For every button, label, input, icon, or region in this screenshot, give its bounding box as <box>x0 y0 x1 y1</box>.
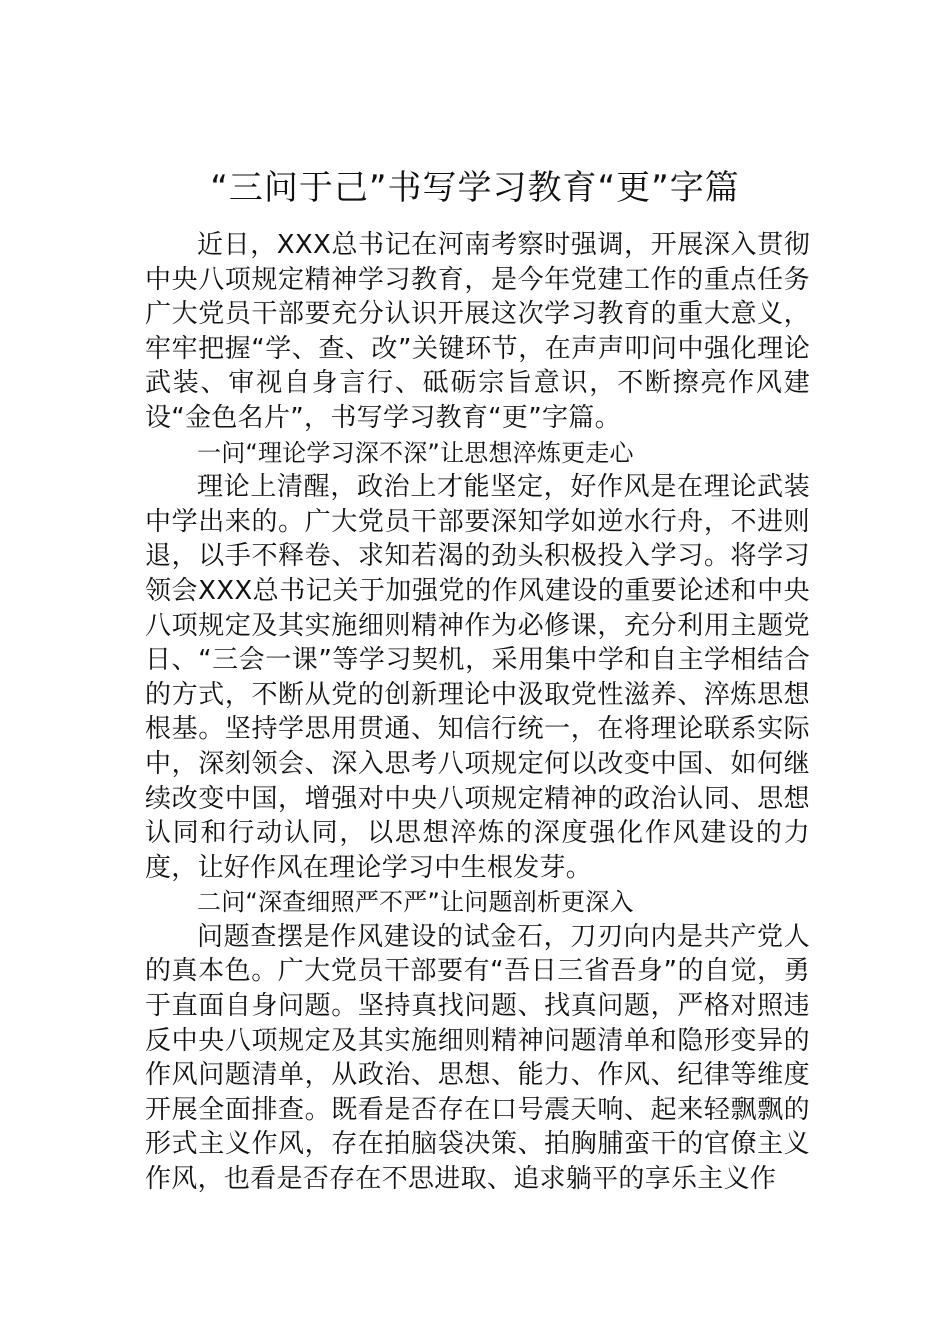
section-1-heading: 一问“理论学习深不深”让思想淬炼更走心 <box>197 438 634 467</box>
document-body <box>145 228 810 1197</box>
section-1-paragraph: 理论上清醒，政治上才能坚定，好作风是在理论武装中学出来的。广大党员干部要深知学如逆水行舟，不进则退，以手不释卷、求知若渴的劲头积极投入学习。将学习领会XXX总书记关于加强党的作风建设的重要论述和中央八项规定及其实施细则精神作为必修课，充分利用主题党日、“三会一课”等学习契机，采用集中学和自主学相结合的方式，不断从党的创新理论中汲取党性滋养、淬炼思想根基。坚持学思用贯通、知信行统一，在将理论联系实际中，深刻领会、深入思考八项规定何以改变中国、如何继续改变中国，增强对中央八项规定精神的政治认同、思想认同和行动认同，以思想淬炼的深度强化作风建设的力度，让好作风在理论学习中生根发芽。 <box>145 472 810 883</box>
section-2-paragraph: 问题查摆是作风建设的试金石，刀刃向内是共产党人的真本色。广大党员干部要有“吾日三省吾身”的自觉，勇于直面自身问题。坚持真找问题、找真问题，严格对照违反中央八项规定及其实施细则精神问题清单和隐形变异的作风问题清单，从政治、思想、能力、作风、纪律等维度开展全面排查。既看是否存在口号震天响、起来轻飘飘的形式主义作风，存在拍脑袋决策、拍胸脯蛮干的官僚主义作风，也看是否存在不思进取、追求躺平的享乐主义作 <box>145 921 810 1195</box>
section-2-heading: 二问“深查细照严不严”让问题剖析更深入 <box>197 888 634 917</box>
intro-paragraph: 近日，XXX总书记在河南考察时强调，开展深入贯彻中央八项规定精神学习教育，是今年党建工作的重点任务广大党员干部要充分认识开展这次学习教育的重大意义，牢牢把握“学、查、改”关键环节，在声声叩问中强化理论武装、审视自身言行、砥砺宗旨意识，不断擦亮作风建设“金色名片”，书写学习教育“更”字篇。 <box>145 230 810 433</box>
document-title: “三问于己”书写学习教育“更”字篇 <box>210 168 740 208</box>
